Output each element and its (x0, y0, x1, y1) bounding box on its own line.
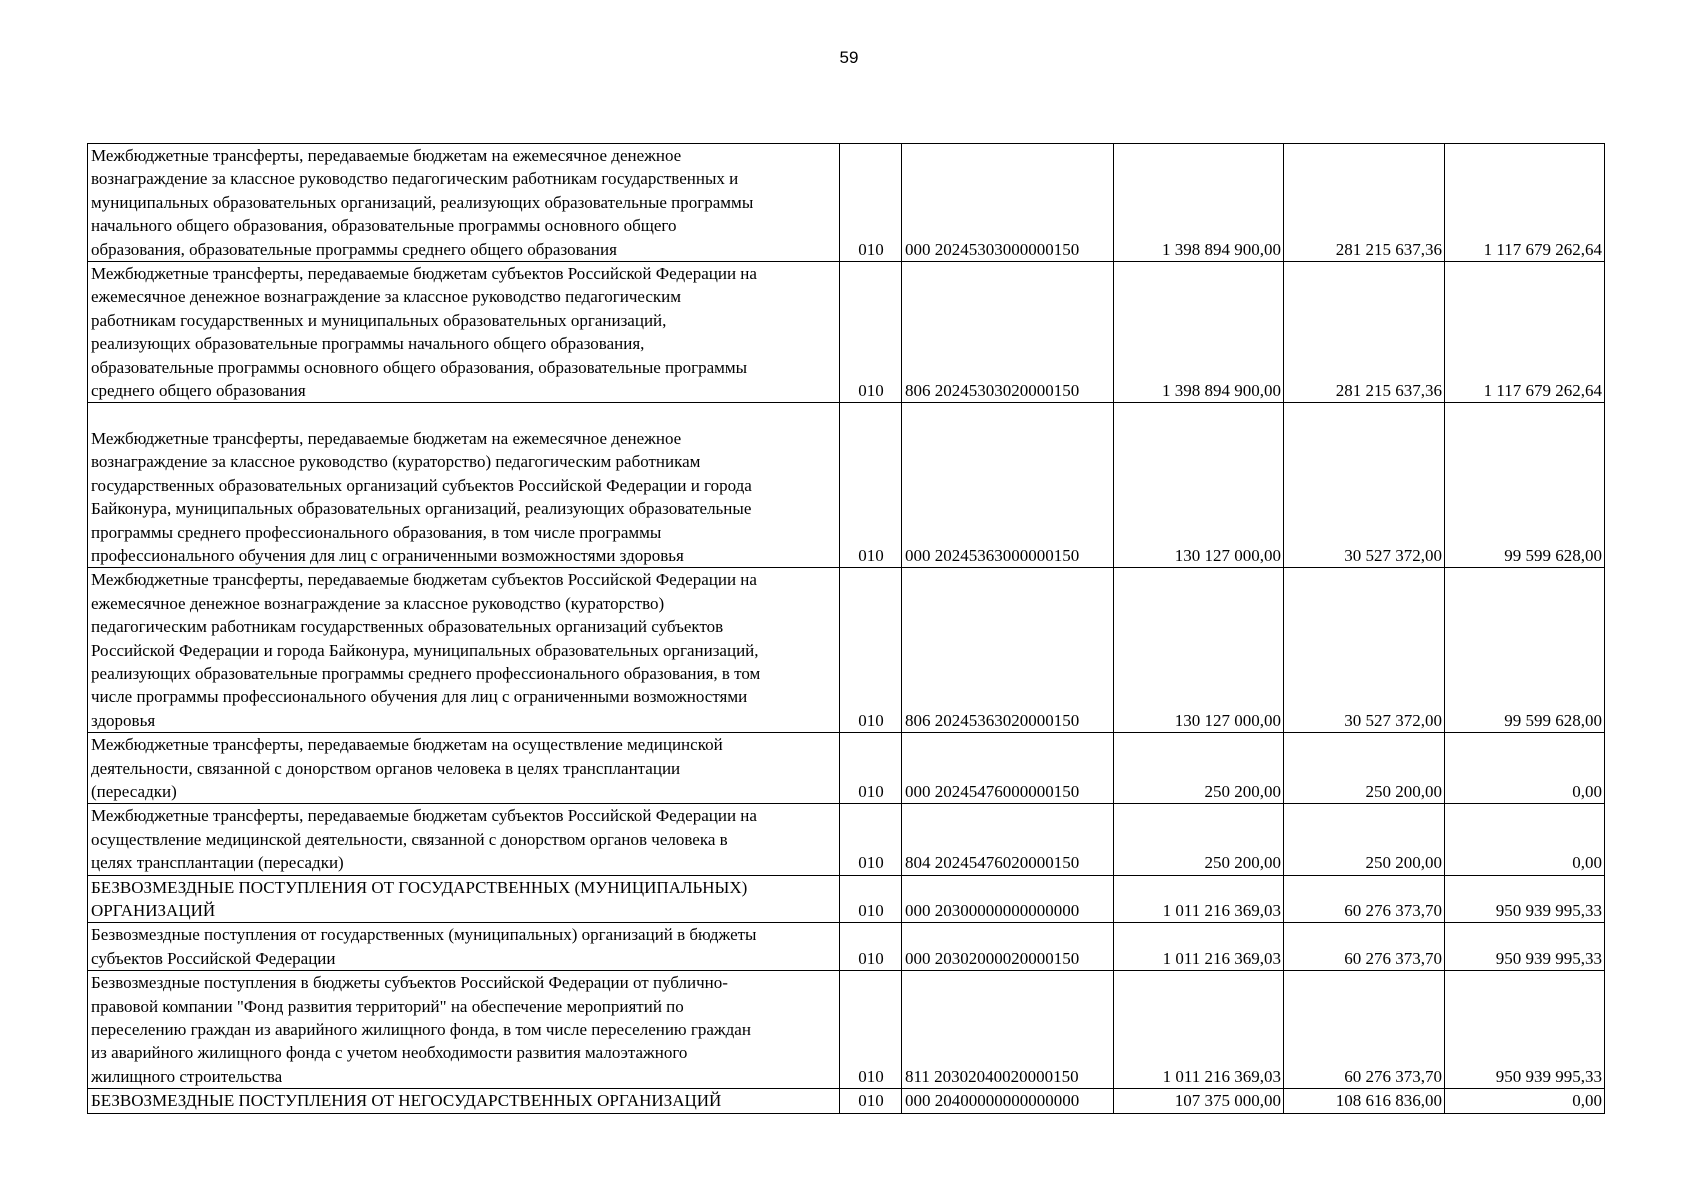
row-name-line: БЕЗВОЗМЕЗДНЫЕ ПОСТУПЛЕНИЯ ОТ НЕГОСУДАРСТВЕННЫХ ОРГАНИЗАЦИЙ (91, 1091, 722, 1111)
row-name-line (91, 403, 837, 426)
row-kbk-cell: 806 20245303020000150 (902, 262, 1114, 403)
row-code-cell: 010 (840, 875, 902, 923)
row-approved-cell: 250 200,00 (1114, 804, 1284, 875)
row-code-cell: 010 (840, 144, 902, 262)
row-approved-cell: 1 398 894 900,00 (1114, 144, 1284, 262)
row-kbk-cell: 000 20400000000000000 (902, 1089, 1114, 1113)
row-name-line: (пересадки) (91, 781, 177, 801)
row-approved-cell: 1 011 216 369,03 (1114, 971, 1284, 1089)
row-kbk-cell: 000 20245476000000150 (902, 733, 1114, 804)
row-name-line: вознаграждение за классное руководство (кураторство) педагогическим работникам (91, 452, 701, 472)
row-kbk-cell: 000 20300000000000000 (902, 875, 1114, 923)
row-name-cell (88, 733, 840, 804)
row-remaining-cell: 99 599 628,00 (1445, 403, 1605, 568)
row-approved-cell: 1 011 216 369,03 (1114, 875, 1284, 923)
row-approved-cell: 1 011 216 369,03 (1114, 923, 1284, 971)
row-approved-cell: 107 375 000,00 (1114, 1089, 1284, 1113)
row-kbk-cell: 000 20245363000000150 (902, 403, 1114, 568)
row-remaining-cell: 1 117 679 262,64 (1445, 144, 1605, 262)
row-kbk-cell: 804 20245476020000150 (902, 804, 1114, 875)
row-code-cell: 010 (840, 403, 902, 568)
row-approved-cell: 1 398 894 900,00 (1114, 262, 1284, 403)
row-name-line: работникам государственных и муниципальных образовательных организаций, (91, 310, 667, 330)
row-approved-cell: 130 127 000,00 (1114, 403, 1284, 568)
row-name-line: жилищного строительства (91, 1066, 283, 1086)
row-name-cell (88, 1089, 840, 1113)
table-row (88, 804, 1605, 875)
row-executed-cell: 30 527 372,00 (1284, 568, 1445, 733)
row-executed-cell: 250 200,00 (1284, 804, 1445, 875)
row-name-line: ежемесячное денежное вознаграждение за классное руководство педагогическим (91, 287, 682, 307)
row-name-line: переселению граждан из аварийного жилищного фонда, в том числе переселению граждан (91, 1020, 751, 1040)
row-name-line: БЕЗВОЗМЕЗДНЫЕ ПОСТУПЛЕНИЯ ОТ ГОСУДАРСТВЕННЫХ (МУНИЦИПАЛЬНЫХ) (91, 877, 748, 897)
row-remaining-cell: 0,00 (1445, 804, 1605, 875)
budget-table-body (88, 144, 1605, 1114)
row-name-cell (88, 804, 840, 875)
row-name-line: среднего общего образования (91, 381, 306, 401)
row-code-cell: 010 (840, 262, 902, 403)
page-number: 59 (839, 48, 859, 67)
table-row (88, 1089, 1605, 1113)
row-name-line: деятельности, связанной с донорством органов человека в целях трансплантации (91, 758, 681, 778)
row-code-cell: 010 (840, 568, 902, 733)
row-name-line: педагогическим работникам государственных образовательных организаций субъектов (91, 617, 724, 637)
table-row (88, 568, 1605, 733)
table-row (88, 262, 1605, 403)
row-name-line: правовой компании "Фонд развития территорий" на обеспечение мероприятий по (91, 996, 684, 1016)
table-row (88, 923, 1605, 971)
row-name-line: ОРГАНИЗАЦИЙ (91, 901, 216, 920)
row-name-line: реализующих образовательные программы начального общего образования, (91, 334, 645, 354)
row-code-cell: 010 (840, 733, 902, 804)
row-name-line: Российской Федерации и города Байконура, муниципальных образовательных организаций, (91, 640, 759, 660)
row-name-line: Межбюджетные трансферты, передаваемые бюджетам на ежемесячное денежное (91, 428, 682, 448)
row-name-cell (88, 971, 840, 1089)
row-name-line: Межбюджетные трансферты, передаваемые бюджетам субъектов Российской Федерации на (91, 264, 757, 284)
row-name-line: Безвозмездные поступления от государственных (муниципальных) организаций в бюджеты (91, 925, 757, 945)
row-name-line: государственных образовательных организаций субъектов Российской Федерации и города (91, 475, 752, 495)
row-name-line: Межбюджетные трансферты, передаваемые бюджетам на ежемесячное денежное (91, 146, 682, 165)
row-kbk-cell: 806 20245363020000150 (902, 568, 1114, 733)
row-remaining-cell: 950 939 995,33 (1445, 923, 1605, 971)
row-remaining-cell: 950 939 995,33 (1445, 971, 1605, 1089)
row-code-cell: 010 (840, 971, 902, 1089)
row-name-line: числе программы профессионального обучения для лиц с ограниченными возможностями (91, 687, 748, 707)
row-name-line: Межбюджетные трансферты, передаваемые бюджетам на осуществление медицинской (91, 735, 723, 755)
row-name-line: из аварийного жилищного фонда с учетом необходимости развития малоэтажного (91, 1043, 688, 1063)
table-row (88, 971, 1605, 1089)
row-name-line: Байконура, муниципальных образовательных организаций, реализующих образовательные (91, 499, 752, 519)
row-name-line: Безвозмездные поступления в бюджеты субъектов Российской Федерации от публично- (91, 973, 728, 993)
row-executed-cell: 250 200,00 (1284, 733, 1445, 804)
row-remaining-cell: 0,00 (1445, 733, 1605, 804)
row-executed-cell: 281 215 637,36 (1284, 144, 1445, 262)
row-name-cell (88, 262, 840, 403)
row-code-cell: 010 (840, 1089, 902, 1113)
row-executed-cell: 60 276 373,70 (1284, 971, 1445, 1089)
table-row (88, 403, 1605, 568)
row-name-line: целях трансплантации (пересадки) (91, 853, 344, 873)
row-kbk-cell: 000 20245303000000150 (902, 144, 1114, 262)
row-name-line: здоровья (91, 710, 156, 730)
row-approved-cell: 130 127 000,00 (1114, 568, 1284, 733)
row-remaining-cell: 1 117 679 262,64 (1445, 262, 1605, 403)
row-kbk-cell: 811 20302040020000150 (902, 971, 1114, 1089)
row-executed-cell: 108 616 836,00 (1284, 1089, 1445, 1113)
row-code-cell: 010 (840, 923, 902, 971)
row-name-line: Межбюджетные трансферты, передаваемые бюджетам субъектов Российской Федерации на (91, 570, 757, 590)
row-kbk-cell: 000 20302000020000150 (902, 923, 1114, 971)
row-code-cell: 010 (840, 804, 902, 875)
row-remaining-cell: 99 599 628,00 (1445, 568, 1605, 733)
table-row (88, 144, 1605, 262)
row-name-line: начального общего образования, образовательные программы основного общего (91, 216, 677, 236)
row-name-line: реализующих образовательные программы среднего профессионального образования, в том (91, 663, 761, 683)
row-name-cell (88, 144, 840, 262)
row-name-cell (88, 923, 840, 971)
row-executed-cell: 60 276 373,70 (1284, 875, 1445, 923)
row-approved-cell: 250 200,00 (1114, 733, 1284, 804)
row-name-line: образовательные программы основного общего образования, образовательные программы (91, 357, 748, 377)
row-name-cell (88, 403, 840, 568)
row-name-line: образования, образовательные программы среднего общего образования (91, 239, 617, 259)
row-name-line: муниципальных образовательных организаций, реализующих образовательные программы (91, 192, 754, 212)
row-name-line: осуществление медицинской деятельности, связанной с донорством органов человека в (91, 829, 728, 849)
row-name-line: ежемесячное денежное вознаграждение за классное руководство (кураторство) (91, 593, 665, 613)
row-executed-cell: 30 527 372,00 (1284, 403, 1445, 568)
row-remaining-cell: 950 939 995,33 (1445, 875, 1605, 923)
row-name-cell (88, 568, 840, 733)
row-executed-cell: 60 276 373,70 (1284, 923, 1445, 971)
row-name-line: профессионального обучения для лиц с ограниченными возможностями здоровья (91, 545, 684, 565)
table-row (88, 875, 1605, 923)
row-name-cell (88, 875, 840, 923)
table-row (88, 733, 1605, 804)
row-name-line: Межбюджетные трансферты, передаваемые бюджетам субъектов Российской Федерации на (91, 806, 757, 826)
row-executed-cell: 281 215 637,36 (1284, 262, 1445, 403)
row-name-line: программы среднего профессионального образования, в том числе программы (91, 522, 662, 542)
row-remaining-cell: 0,00 (1445, 1089, 1605, 1113)
row-name-line: вознаграждение за классное руководство педагогическим работникам государственных и (91, 169, 739, 189)
budget-table (87, 143, 1605, 1114)
row-name-line: субъектов Российской Федерации (91, 948, 336, 968)
